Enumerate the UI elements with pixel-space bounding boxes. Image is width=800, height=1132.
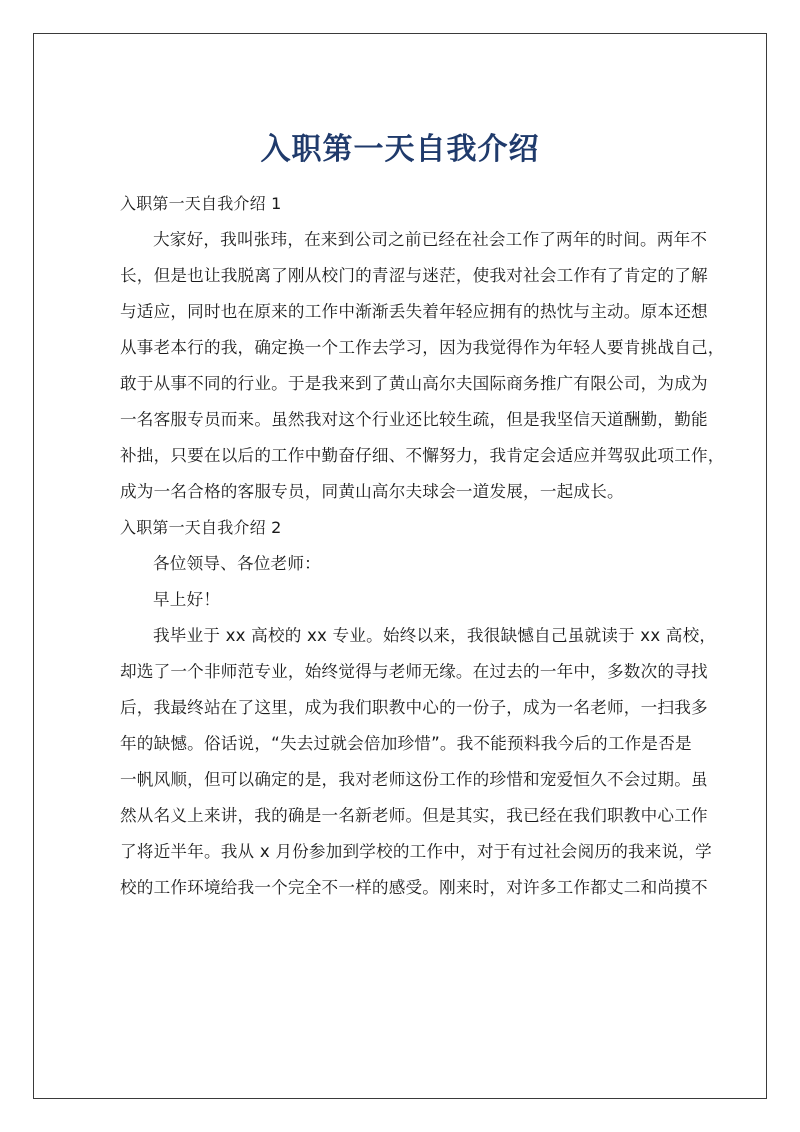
paragraph-line: 我毕业于 xx 高校的 xx 专业。始终以来，我很缺憾自己虽就读于 xx 高校， xyxy=(153,626,717,645)
paragraph-line: 年的缺憾。俗话说，“失去过就会倍加珍惜”。我不能预料我今后的工作是否是 xyxy=(120,734,692,753)
paragraph-line: 校的工作环境给我一个完全不一样的感受。刚来时，对许多工作都丈二和尚摸不 xyxy=(120,878,708,897)
document-body xyxy=(120,186,725,906)
paragraph-line: 大家好，我叫张玮，在来到公司之前已经在社会工作了两年的时间。两年不 xyxy=(153,230,708,249)
paragraph-line: 一帆风顺，但可以确定的是，我对老师这份工作的珍惜和宠爱恒久不会过期。虽 xyxy=(120,770,708,789)
section-heading-1: 入职第一天自我介绍 1 xyxy=(120,194,282,213)
paragraph-line: 一名客服专员而来。虽然我对这个行业还比较生疏，但是我坚信天道酬勤，勤能 xyxy=(120,410,708,429)
paragraph-line: 补拙，只要在以后的工作中勤奋仔细、不懈努力，我肯定会适应并驾驭此项工作， xyxy=(120,446,725,465)
section-heading-2: 入职第一天自我介绍 2 xyxy=(120,518,282,537)
paragraph-line: 了将近半年。我从 x 月份参加到学校的工作中，对于有过社会阅历的我来说，学 xyxy=(120,842,712,861)
paragraph-line: 长，但是也让我脱离了刚从校门的青涩与迷茫，使我对社会工作有了肯定的了解 xyxy=(120,266,708,285)
paragraph-line: 成为一名合格的客服专员，同黄山高尔夫球会一道发展，一起成长。 xyxy=(120,482,624,501)
paragraph-line: 然从名义上来讲，我的确是一名新老师。但是其实，我已经在我们职教中心工作 xyxy=(120,806,708,825)
paragraph-line: 敢于从事不同的行业。于是我来到了黄山高尔夫国际商务推广有限公司，为成为 xyxy=(120,374,708,393)
greeting-line: 各位领导、各位老师： xyxy=(153,554,321,573)
paragraph-line: 却选了一个非师范专业，始终觉得与老师无缘。在过去的一年中，多数次的寻找 xyxy=(120,662,708,681)
document-title: 入职第一天自我介绍 xyxy=(260,132,540,168)
paragraph-line: 与适应，同时也在原来的工作中渐渐丢失着年轻应拥有的热忱与主动。原本还想 xyxy=(120,302,708,321)
salutation-line: 早上好！ xyxy=(153,590,221,609)
paragraph-line: 后，我最终站在了这里，成为我们职教中心的一份子，成为一名老师，一扫我多 xyxy=(120,698,708,717)
paragraph-line: 从事老本行的我，确定换一个工作去学习，因为我觉得作为年轻人要肯挑战自己， xyxy=(120,338,725,357)
